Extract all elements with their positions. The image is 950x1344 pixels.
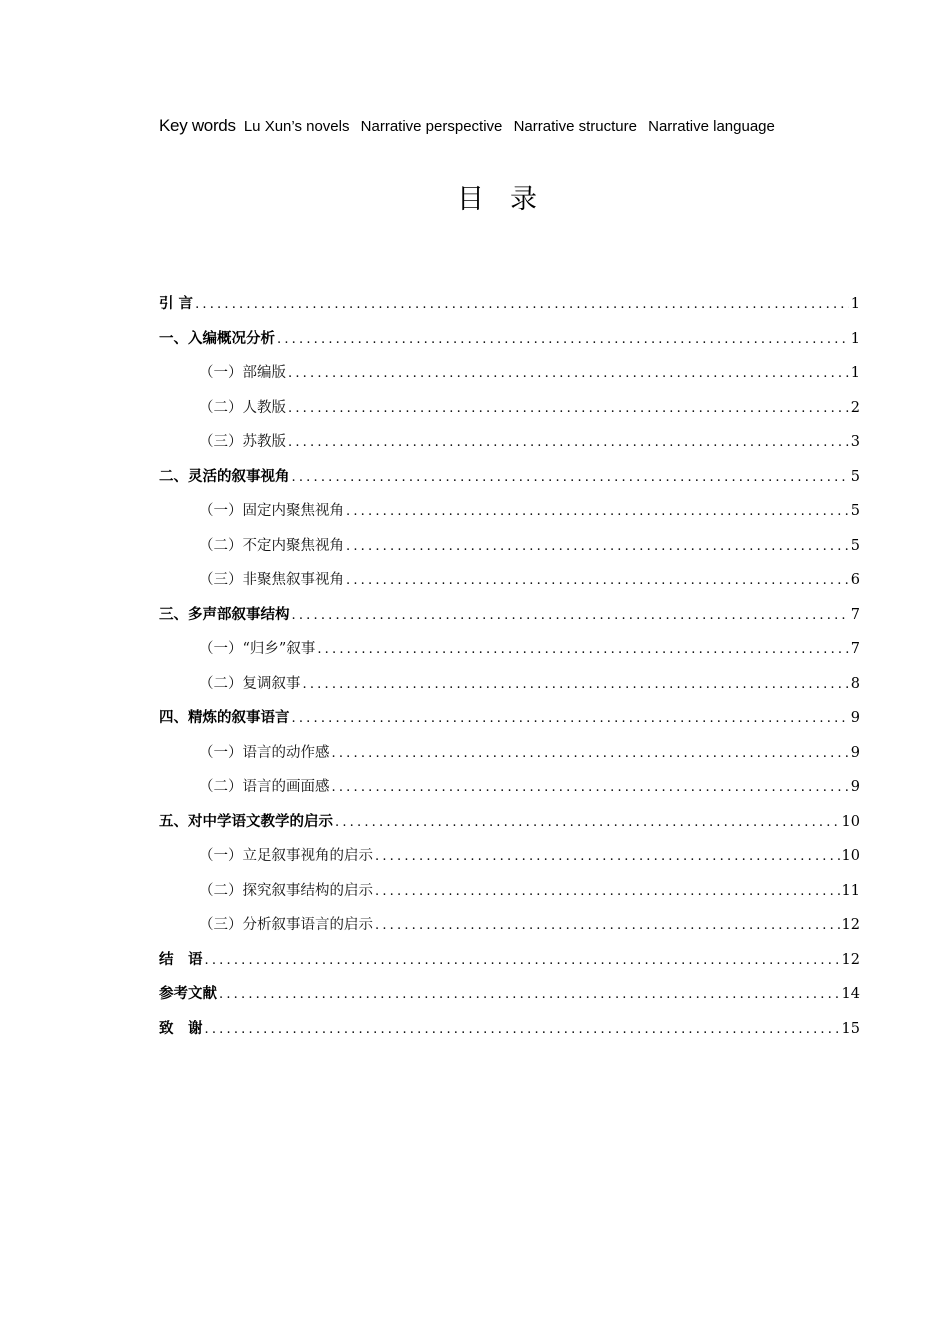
toc-entry-label: （二）复调叙事: [199, 675, 301, 692]
toc-dot-leader: [292, 708, 849, 730]
toc-section-entry[interactable]: [159, 845, 860, 880]
toc-page-number: 1: [850, 330, 860, 347]
toc-entry-label: 参考文献: [159, 986, 217, 1002]
toc-dot-leader: [205, 1019, 840, 1041]
toc-section-entry[interactable]: [159, 880, 860, 915]
toc-dot-leader: [303, 674, 849, 696]
toc-entry-label: （二）不定内聚焦视角: [199, 537, 344, 554]
toc-entry-label: （一）“归乡”叙事: [199, 641, 316, 657]
toc-page-number: 1: [850, 296, 860, 312]
toc-page-number: 3: [850, 434, 860, 450]
toc-page-number: 15: [841, 1020, 860, 1037]
toc-dot-leader: [346, 536, 849, 558]
toc-section-entry[interactable]: [159, 397, 860, 432]
toc-section-entry[interactable]: [159, 569, 860, 604]
toc-dot-leader: [375, 881, 840, 903]
toc-page-number: 9: [850, 744, 860, 761]
toc-entry-label: （三）分析叙事语言的启示: [199, 917, 373, 933]
toc-page-number: 12: [841, 951, 860, 968]
toc-dot-leader: [195, 294, 849, 316]
toc-entry-label: （一）语言的动作感: [199, 744, 330, 761]
toc-section-entry[interactable]: [159, 362, 860, 397]
toc-section-entry[interactable]: [159, 742, 860, 777]
keyword-item: Narrative structure: [513, 118, 637, 135]
toc-dot-leader: [332, 777, 849, 799]
toc-page-number: 2: [850, 399, 860, 416]
toc-entry-label: 五、对中学语文教学的启示: [159, 813, 333, 830]
toc-page-number: 8: [850, 675, 860, 692]
keyword-item: Lu Xun’s novels: [243, 118, 350, 135]
toc-dot-leader: [317, 639, 848, 661]
toc-dot-leader: [292, 605, 849, 627]
toc-chapter-entry[interactable]: [159, 328, 860, 363]
toc-dot-leader: [288, 432, 849, 454]
toc-entry-label: 结 语: [159, 951, 203, 968]
toc-page-number: 7: [850, 641, 860, 657]
toc-chapter-entry[interactable]: [159, 293, 860, 328]
toc-section-entry[interactable]: [159, 776, 860, 811]
toc-entry-label: （一）立足叙事视角的启示: [199, 848, 373, 864]
toc-page-number: 10: [841, 813, 860, 830]
toc-section-entry[interactable]: [159, 500, 860, 535]
toc-entry-label: 三、多声部叙事结构: [159, 606, 290, 623]
toc-entry-label: 致 谢: [159, 1020, 203, 1037]
toc-section-entry[interactable]: [159, 914, 860, 949]
toc-section-entry[interactable]: [159, 535, 860, 570]
toc-page-number: 14: [841, 986, 860, 1002]
toc-section-entry[interactable]: [159, 673, 860, 708]
toc-chapter-entry[interactable]: [159, 949, 860, 984]
toc-dot-leader: [288, 398, 849, 420]
toc-dot-leader: [288, 363, 849, 385]
toc-chapter-entry[interactable]: [159, 604, 860, 639]
keyword-item: Narrative language: [648, 118, 775, 135]
toc-page-number: 5: [850, 468, 860, 485]
toc-page-number: 12: [841, 917, 860, 933]
toc-section-entry[interactable]: [159, 431, 860, 466]
toc-title: 目录: [457, 184, 563, 215]
toc-chapter-entry[interactable]: [159, 1018, 860, 1053]
toc-dot-leader: [346, 501, 849, 523]
toc-entry-label: 引 言: [159, 296, 194, 312]
toc-entry-label: （一）部编版: [199, 365, 286, 381]
toc-dot-leader: [292, 467, 849, 489]
toc-entry-label: （二）探究叙事结构的启示: [199, 882, 373, 899]
toc-dot-leader: [205, 950, 840, 972]
toc-page-number: 5: [850, 503, 860, 519]
toc-dot-leader: [375, 846, 840, 868]
toc-entry-label: （一）固定内聚焦视角: [199, 503, 344, 519]
toc-entry-label: （三）非聚焦叙事视角: [199, 572, 344, 588]
keyword-item: Narrative perspective: [360, 118, 503, 135]
table-of-contents: [159, 293, 860, 1052]
toc-page-number: 9: [850, 779, 860, 795]
toc-entry-label: （二）人教版: [199, 399, 286, 416]
toc-page-number: 11: [841, 882, 860, 899]
toc-page-number: 7: [850, 606, 860, 623]
toc-dot-leader: [332, 743, 849, 765]
toc-entry-label: （三）苏教版: [199, 434, 286, 450]
toc-chapter-entry[interactable]: [159, 811, 860, 846]
toc-page-number: 1: [850, 365, 860, 381]
toc-dot-leader: [277, 329, 849, 351]
toc-page-number: 10: [841, 848, 860, 864]
toc-dot-leader: [219, 984, 840, 1006]
toc-dot-leader: [375, 915, 840, 937]
toc-chapter-entry[interactable]: [159, 466, 860, 501]
toc-page-number: 5: [850, 537, 860, 554]
keywords-line: [159, 116, 859, 137]
toc-page-number: 6: [850, 572, 860, 588]
toc-page-number: 9: [850, 710, 860, 726]
toc-entry-label: 二、灵活的叙事视角: [159, 468, 290, 485]
toc-dot-leader: [335, 812, 840, 834]
toc-dot-leader: [346, 570, 849, 592]
toc-entry-label: （二）语言的画面感: [199, 779, 330, 795]
toc-section-entry[interactable]: [159, 638, 860, 673]
keywords-label: Key words: [159, 116, 236, 135]
toc-entry-label: 一、入编概况分析: [159, 330, 275, 347]
toc-chapter-entry[interactable]: [159, 707, 860, 742]
toc-entry-label: 四、精炼的叙事语言: [159, 710, 290, 726]
toc-chapter-entry[interactable]: [159, 983, 860, 1018]
